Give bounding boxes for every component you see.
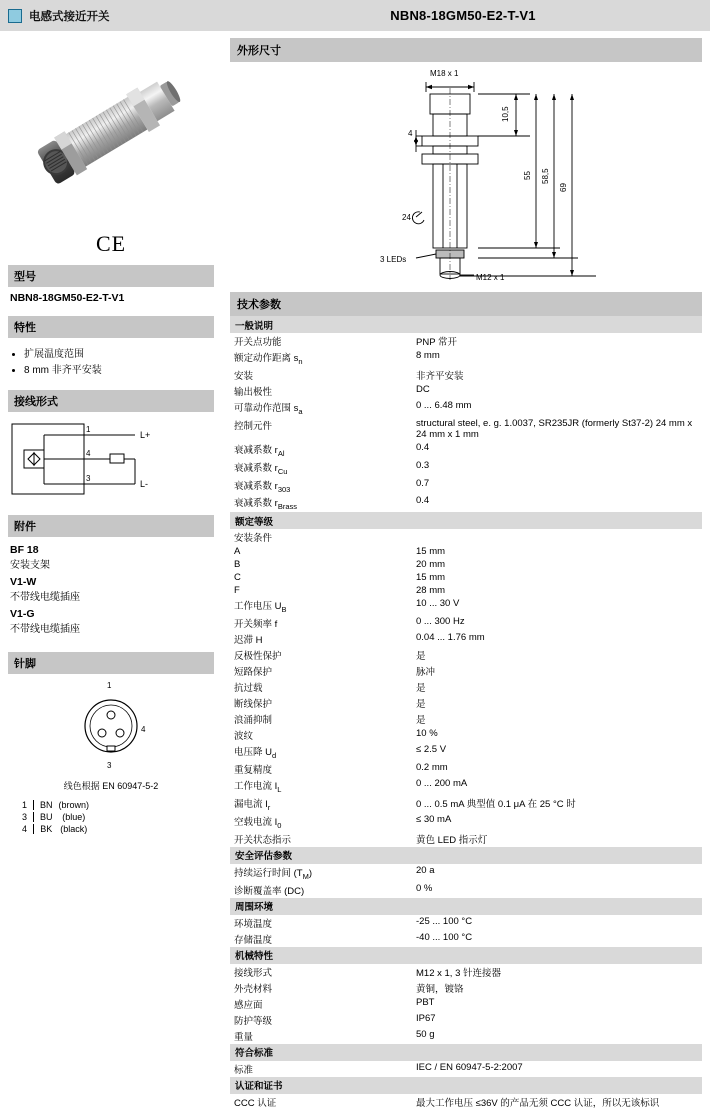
model-value: NBN8-18GM50-E2-T-V1 (10, 292, 125, 304)
svg-text:24: 24 (402, 213, 411, 222)
svg-text:L-: L- (140, 479, 149, 489)
svg-text:M12 x 1: M12 x 1 (476, 273, 505, 282)
table-row (230, 1028, 702, 1044)
table-row (230, 477, 702, 495)
dimension-drawing (230, 62, 702, 284)
table-row (230, 441, 702, 459)
list-item: • 扩展温度范围 (24, 345, 212, 360)
accessories-block (8, 537, 214, 646)
accessory-desc: 安装支架 (10, 560, 50, 571)
spec-label: 衰减系数 $r_{Cu}$ (234, 462, 288, 476)
spec-label: 抗过载 (234, 683, 263, 695)
svg-text:3 LEDs: 3 LEDs (380, 255, 407, 264)
spec-label: 断线保护 (234, 699, 273, 711)
section-accessories-heading: 附件 (8, 515, 214, 537)
spec-label: 开关点功能 (234, 337, 282, 348)
spec-value: 20 a (416, 864, 435, 876)
spec-label: A (234, 546, 241, 558)
table-row (230, 558, 702, 571)
spec-value: 15 mm (416, 546, 446, 558)
spec-value: 非齐平安装 (416, 370, 464, 382)
table-row (230, 996, 702, 1012)
spec-value: 0.04 ... 1.76 mm (416, 632, 485, 644)
spec-label: 开关频率 f (234, 619, 278, 631)
table-row (230, 813, 702, 831)
pin-color: (blue) (62, 812, 86, 822)
table-row (230, 777, 702, 795)
features-block (8, 338, 214, 384)
spec-value: IEC / EN 60947-5-2:2007 (416, 1061, 523, 1073)
spec-value: IP67 (416, 1012, 436, 1024)
spec-group-header (230, 1077, 702, 1094)
spec-value: -40 ... 100 °C (416, 931, 473, 943)
dimensions-title: 外形尺寸 (230, 38, 702, 62)
spec-label: 输出极性 (234, 386, 273, 398)
header-category-title: 电感式接近开关 (29, 10, 110, 23)
spec-value: 0.7 (416, 477, 430, 489)
pin-number: 4 (22, 824, 28, 834)
spec-value: 0.4 (416, 441, 430, 453)
spec-label: 存储温度 (234, 934, 273, 946)
spec-value: 是 (416, 715, 426, 727)
spec-label: 开关状态指示 (234, 834, 292, 846)
table-row (230, 399, 702, 417)
spec-value: 0 ... 6.48 mm (416, 399, 472, 411)
spec-value: 黄铜，镀铬 (416, 983, 464, 995)
page-header (0, 0, 710, 32)
spec-group-header (230, 898, 702, 915)
spec-label: 外壳材料 (234, 983, 273, 995)
spec-value: 是 (416, 683, 426, 695)
spec-value: 28 mm (416, 585, 446, 597)
spec-label: 工作电压 $U_B$ (234, 601, 287, 615)
table-row (230, 882, 702, 898)
spec-group-label: 机械特性 (230, 947, 702, 964)
spec-group-label: 安全评估参数 (230, 847, 702, 864)
table-row (230, 647, 702, 663)
left-column (0, 32, 222, 1110)
list-item: • 8 mm 非齐平安装 (24, 361, 212, 376)
spec-value: DC (416, 383, 430, 395)
spec-label: 浪涌抑制 (234, 715, 273, 727)
section-features-heading: 特性 (8, 316, 214, 338)
table-row (230, 615, 702, 631)
table-row (230, 631, 702, 647)
spec-value (412, 529, 702, 545)
table-row (230, 367, 702, 383)
spec-value: ≤ 2.5 V (416, 744, 447, 756)
spec-value: -25 ... 100 °C (416, 915, 473, 927)
spec-group-header (230, 847, 702, 864)
table-row (22, 800, 93, 810)
table-row (230, 663, 702, 679)
spec-value: 0.2 mm (416, 762, 448, 774)
spec-group-header (230, 1044, 702, 1061)
spec-label: B (234, 559, 241, 571)
pin-diagram (8, 674, 214, 846)
spec-group-header (230, 947, 702, 964)
table-row (230, 743, 702, 761)
table-row (230, 571, 702, 584)
table-row (230, 964, 702, 980)
table-row (230, 864, 702, 882)
svg-text:1: 1 (86, 425, 91, 434)
spec-value: 0 ... 300 Hz (416, 616, 465, 628)
table-row (230, 459, 702, 477)
table-row (230, 529, 702, 545)
spec-group-label: 额定等级 (230, 512, 702, 529)
spec-value: 15 mm (416, 572, 446, 584)
spec-label: 衰减系数 $r_{303}$ (234, 480, 291, 494)
pin-number: 1 (22, 800, 28, 810)
table-row (230, 333, 702, 349)
spec-value: 0.4 (416, 495, 430, 507)
svg-text:1: 1 (107, 681, 112, 690)
accessory-desc: 不带线电缆插座 (10, 592, 80, 603)
header-left (0, 8, 222, 24)
spec-value: structural steel, e. g. 1.0037, SR235JR (formerly St37-2) 24 mm x 24 mm x 1 mm (416, 417, 693, 440)
spec-group-label: 符合标准 (230, 1044, 702, 1061)
spec-label: 防护等级 (234, 1015, 273, 1027)
accessory-name: BF 18 (10, 544, 39, 556)
svg-text:69: 69 (559, 183, 568, 192)
pin-note: 线色根据 EN 60947-5-2 (63, 781, 159, 791)
pin-color: (black) (60, 824, 88, 834)
spec-value: 是 (416, 699, 426, 711)
spec-label: 空载电流 $I_0$ (234, 816, 282, 830)
spec-value: ≤ 30 mA (416, 813, 452, 825)
pin-color: (brown) (58, 800, 90, 810)
spec-label: 电压降 $U_d$ (234, 747, 277, 761)
section-wiring-heading: 接线形式 (8, 390, 214, 412)
spec-label: CCC 认证 (234, 1097, 277, 1109)
spec-value: M12 x 1, 3 针连接器 (416, 967, 501, 979)
spec-label: 持续运行时间 $(T_M)$ (234, 867, 313, 881)
spec-value: 最大工作电压 ≤36V 的产品无须 CCC 认证，所以无该标识 (416, 1097, 660, 1109)
table-row (230, 349, 702, 367)
spec-group-label: 周围环境 (230, 898, 702, 915)
pin-code: BU (33, 812, 57, 822)
table-row (230, 831, 702, 847)
svg-text:L+: L+ (140, 430, 151, 440)
spec-label: 可靠动作范围 $s_a$ (234, 402, 303, 416)
section-pins-heading: 针脚 (8, 652, 214, 674)
spec-label: 诊断覆盖率 (DC) (234, 885, 305, 897)
accessory-name: V1-W (10, 576, 37, 588)
svg-text:3: 3 (107, 761, 112, 770)
spec-label: 反极性保护 (234, 651, 282, 663)
spec-value: 0 % (416, 882, 433, 894)
specs-body (230, 316, 702, 1110)
product-photo (8, 32, 214, 237)
spec-label: 波纹 (234, 731, 254, 743)
table-row (230, 494, 702, 512)
spec-value: 50 g (416, 1028, 435, 1040)
table-row (230, 545, 702, 558)
spec-value: 0 ... 200 mA (416, 778, 468, 790)
specs-title: 技术参数 (230, 292, 702, 316)
accessory-desc: 不带线电缆插座 (10, 624, 80, 635)
table-row (230, 1012, 702, 1028)
table-row (230, 679, 702, 695)
table-row (230, 727, 702, 743)
spec-value: 20 mm (416, 559, 446, 571)
ce-mark: CE (95, 231, 127, 256)
spec-label: 衰减系数 $r_{Al}$ (234, 444, 285, 458)
spec-value: 8 mm (416, 350, 440, 361)
table-row (230, 584, 702, 597)
spec-label: 控制元件 (234, 420, 273, 432)
spec-label: 额定动作距离 $s_n$ (234, 353, 303, 366)
table-row (230, 711, 702, 727)
pin-table (20, 798, 95, 836)
svg-text:58,5: 58,5 (541, 168, 550, 184)
spec-value: 0.3 (416, 459, 430, 471)
product-category-icon (8, 9, 22, 23)
table-row (230, 761, 702, 777)
table-row (22, 812, 93, 822)
features-list (10, 345, 212, 376)
spec-label: 标准 (234, 1064, 254, 1076)
pin-code: BN (33, 800, 57, 810)
model-value-block (8, 287, 214, 310)
spec-group-label: 一般说明 (230, 316, 702, 333)
pin-number: 3 (22, 812, 28, 822)
spec-group-header (230, 316, 702, 333)
table-row (22, 824, 93, 834)
spec-value: 10 ... 30 V (416, 598, 460, 610)
table-row (230, 383, 702, 399)
section-model-heading: 型号 (8, 265, 214, 287)
accessory-name: V1-G (10, 608, 35, 620)
spec-value: 是 (416, 651, 426, 663)
spec-label: 工作电流 $I_L$ (234, 781, 282, 795)
page-body (0, 32, 710, 1110)
table-row (230, 597, 702, 615)
spec-label: 重复精度 (234, 765, 273, 777)
specifications-table (230, 316, 702, 1110)
spec-label: F (234, 585, 240, 597)
spec-group-header (230, 512, 702, 529)
spec-value: 黄色 LED 指示灯 (416, 834, 488, 846)
wiring-diagram (8, 412, 214, 509)
spec-label: 环境温度 (234, 918, 273, 930)
spec-label: 感应面 (234, 999, 263, 1011)
table-row (230, 980, 702, 996)
spec-label: 重量 (234, 1031, 254, 1043)
right-column (222, 32, 710, 1110)
table-row (230, 1094, 702, 1110)
svg-text:4: 4 (86, 449, 91, 458)
table-row (230, 417, 702, 441)
svg-text:4: 4 (141, 725, 146, 734)
spec-value: 0 ... 0.5 mA 典型值 0.1 μA 在 25 °C 时 (416, 799, 576, 811)
svg-text:3: 3 (86, 474, 91, 483)
table-row (230, 695, 702, 711)
svg-text:55: 55 (523, 171, 532, 180)
spec-label: C (234, 572, 241, 584)
spec-group-label: 认证和证书 (230, 1077, 702, 1094)
spec-label: 迟滞 H (234, 635, 263, 647)
spec-label: 安装 (234, 370, 254, 382)
pin-code: BK (33, 824, 57, 834)
header-product-title: NBN8-18GM50-E2-T-V1 (390, 8, 536, 23)
spec-label: 接线形式 (234, 967, 273, 979)
spec-value: 脉冲 (416, 667, 436, 679)
spec-label: 衰减系数 $r_{Brass}$ (234, 498, 297, 512)
spec-label: 漏电流 $I_r$ (234, 799, 271, 812)
table-row (230, 931, 702, 947)
table-row (230, 1061, 702, 1077)
spec-value: 10 % (416, 728, 438, 740)
table-row (230, 795, 702, 813)
svg-text:M18 x 1: M18 x 1 (430, 69, 459, 78)
spec-value: PNP 常开 (416, 337, 458, 348)
spec-value: PBT (416, 996, 435, 1008)
spec-label: 短路保护 (234, 667, 273, 679)
svg-text:4: 4 (408, 129, 413, 138)
table-row (230, 915, 702, 931)
svg-text:10,5: 10,5 (501, 106, 510, 122)
spec-label: 安装条件 (234, 533, 273, 545)
